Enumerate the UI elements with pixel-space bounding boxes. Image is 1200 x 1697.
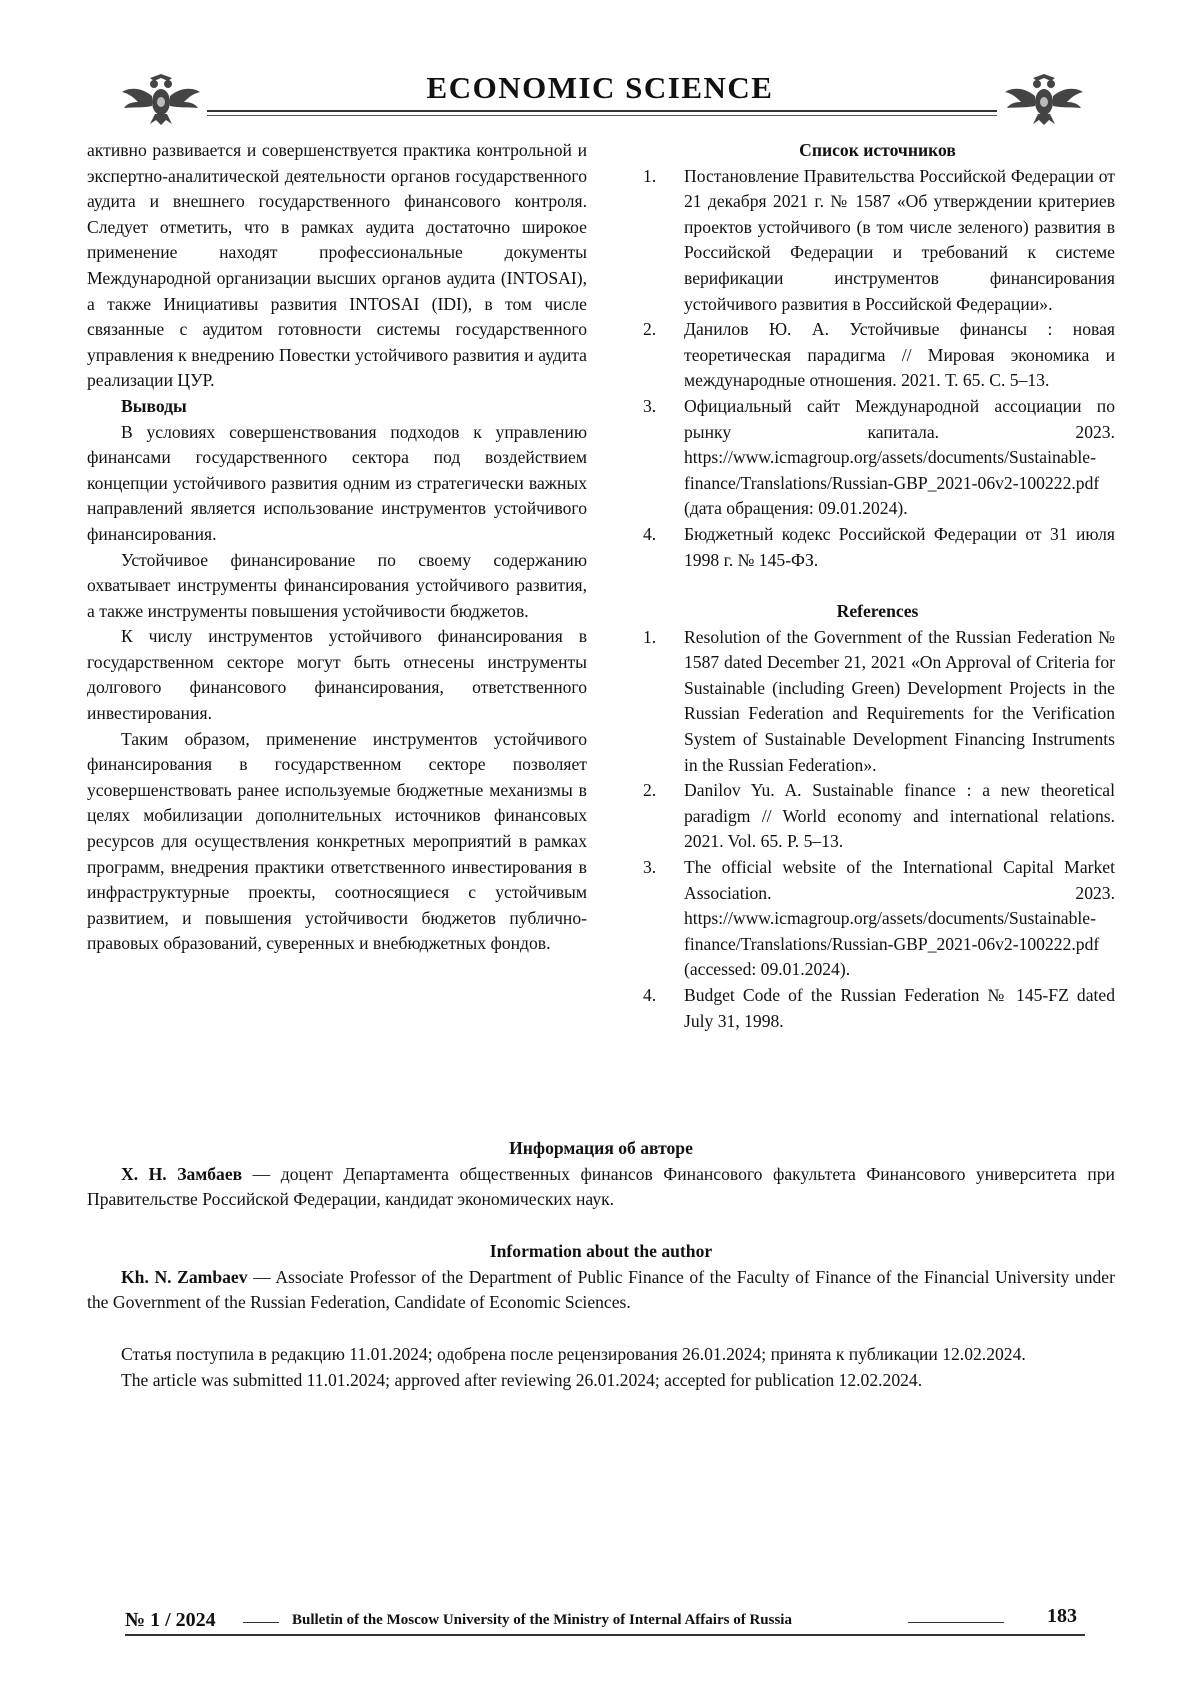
- body-paragraph: активно развивается и совершенствуется практика контрольной и экспертно-аналитической деятельности органов государственного аудита и внешнего государственного финансового контроля. Следует отметить, что в рамках аудита достаточно широкое применение находят профессиональные документы Международной организации высших органов аудита (INTOSAI), а также Инициативы развития INTOSAI (IDI), в том числе связанные с аудитом готовности системы государственного управления к внедрению Повестки устойчивого развития и аудита реализации ЦУР.: [87, 140, 587, 391]
- author-info-title: Information about the author: [489, 1241, 713, 1261]
- source-text: Официальный сайт Международной ассоциации по рынку капитала. 2023. https://www.icmagroup.org/assets/documents/Sustainable-finance/Translations/Russian-GBP_2021-06v2-100222.pdf (дата обращения: 09.01.2024).: [684, 395, 1115, 519]
- page-footer: [0, 1600, 1200, 1640]
- article-dates: [87, 1342, 1115, 1393]
- source-item: [640, 164, 1115, 318]
- footer-rule: [125, 1634, 1085, 1636]
- source-number: 4.: [643, 523, 657, 544]
- footer-dash: [908, 1622, 1004, 1623]
- header-divider-thin: [207, 115, 997, 116]
- source-text: Данилов Ю. А. Устойчивые финансы : новая теоретическая парадигма // Мировая экономика и международные отношения. 2021. Т. 65. С. 5–13.: [684, 319, 1115, 391]
- left-column: [87, 138, 587, 957]
- reference-number: 4.: [643, 985, 657, 1005]
- reference-number: 3.: [643, 857, 657, 878]
- author-name: Kh. N. Zambaev: [121, 1266, 248, 1287]
- reference-item: [640, 625, 1115, 779]
- reference-text: Danilov Yu. A. Sustainable finance : a new theoretical paradigm // World economy and international relations. 2021. Vol. 65. P. 5–13.: [684, 780, 1115, 852]
- source-text: Бюджетный кодекс Российской Федерации от 31 июля 1998 г. № 145-ФЗ.: [684, 523, 1115, 570]
- reference-item: [640, 855, 1115, 983]
- body-paragraph: К числу инструментов устойчивого финансирования в государственном секторе могут быть отнесены инструменты долгового финансового финансирования, ответственного инвестирования.: [87, 626, 587, 724]
- author-info-text: [87, 1265, 1115, 1316]
- references-title: References: [836, 601, 919, 622]
- conclusions-heading: Выводы: [121, 395, 187, 416]
- page-number: 183: [1047, 1605, 1077, 1627]
- reference-text: The official website of the International Capital Market Association. 2023. https://www.icmagroup.org/assets/documents/Sustainable-finance/Translations/Russian-GBP_2021-06v2-100222.pdf (accessed: 09.01.2024).: [684, 857, 1115, 980]
- header-title: ECONOMIC SCIENCE: [426, 70, 774, 105]
- author-info-title: Информация об авторе: [509, 1138, 693, 1158]
- spacer: [640, 573, 1115, 599]
- reference-text: Budget Code of the Russian Federation № 145-FZ dated July 31, 1998.: [684, 985, 1115, 1031]
- source-text: Постановление Правительства Российской Федерации от 21 декабря 2021 г. № 1587 «Об утверждении критериев проектов устойчивого (в том числе зеленого) развития в Российской Федерации и требований к системе верификации инструментов финансирования устойчивого развития в Российской Федерации».: [684, 165, 1115, 314]
- author-info-text: [87, 1162, 1115, 1213]
- journal-name: Bulletin of the Moscow University of the Ministry of Internal Affairs of Russia: [292, 1612, 792, 1628]
- reference-text: Resolution of the Government of the Russian Federation № 1587 dated December 21, 2021 «On Approval of Criteria for Sustainable (including Green) Development Projects in the Russian Federation and Requirements for the Verification System of Sustainable Development Financing Instruments in the Russian Federation».: [684, 626, 1115, 775]
- reference-item: [640, 983, 1115, 1034]
- sources-title: Список источников: [799, 140, 956, 160]
- author-info-en: [87, 1239, 1115, 1316]
- footer-dash: [243, 1622, 279, 1623]
- references-list: [640, 625, 1115, 1035]
- author-description: — доцент Департамента общественных финансов Финансового факультета Финансового университета при Правительстве Российской Федерации, кандидат экономических наук.: [87, 1163, 1115, 1210]
- author-name: Х. Н. Замбаев: [121, 1163, 243, 1184]
- body-paragraph: Устойчивое финансирование по своему содержанию охватывает инструменты финансирования устойчивого развития, а также инструменты повышения устойчивости бюджетов.: [87, 549, 587, 621]
- page-header: [0, 0, 1200, 130]
- source-number: 3.: [643, 395, 657, 416]
- reference-number: 1.: [643, 626, 657, 647]
- sources-list: [640, 164, 1115, 574]
- article-dates-en: The article was submitted 11.01.2024; approved after reviewing 26.01.2024; accepted for publication 12.02.2024.: [121, 1369, 923, 1390]
- source-item: [640, 522, 1115, 573]
- reference-number: 2.: [643, 780, 657, 801]
- body-paragraph: В условиях совершенствования подходов к управлению финансами государственного сектора под воздействием концепции устойчивого развития одним из стратегически важных направлений является использование инструментов устойчивого финансирования.: [87, 421, 587, 544]
- double-headed-eagle-emblem: [120, 72, 202, 126]
- source-number: 1.: [643, 165, 657, 186]
- body-paragraph: Таким образом, применение инструментов устойчивого финансирования в государственном секторе позволяет усовершенствовать ранее используемые бюджетные механизмы в целях мобилизации дополнительных источников финансовых ресурсов для осуществления конкретных мероприятий в рамках программ, внедрения практики ответственного инвестирования в инфраструктурные проекты, соотносящиеся с устойчивым развитием, и повышения устойчивости бюджетов публично-правовых образований, суверенных и внебюджетных фондов.: [87, 728, 587, 954]
- source-item: [640, 317, 1115, 394]
- header-divider: [207, 110, 997, 112]
- issue-number: № 1 / 2024: [125, 1609, 216, 1631]
- reference-item: [640, 778, 1115, 855]
- author-info-ru: [87, 1136, 1115, 1213]
- right-column: [640, 138, 1115, 1034]
- double-headed-eagle-emblem: [1003, 72, 1085, 126]
- article-dates-ru: Статья поступила в редакцию 11.01.2024; одобрена после рецензирования 26.01.2024; принята к публикации 12.02.2024.: [121, 1344, 1026, 1364]
- source-number: 2.: [643, 319, 657, 340]
- author-description: — Associate Professor of the Department of Public Finance of the Faculty of Finance of the Financial University under the Government of the Russian Federation, Candidate of Economic Sciences.: [87, 1266, 1115, 1313]
- source-item: [640, 394, 1115, 522]
